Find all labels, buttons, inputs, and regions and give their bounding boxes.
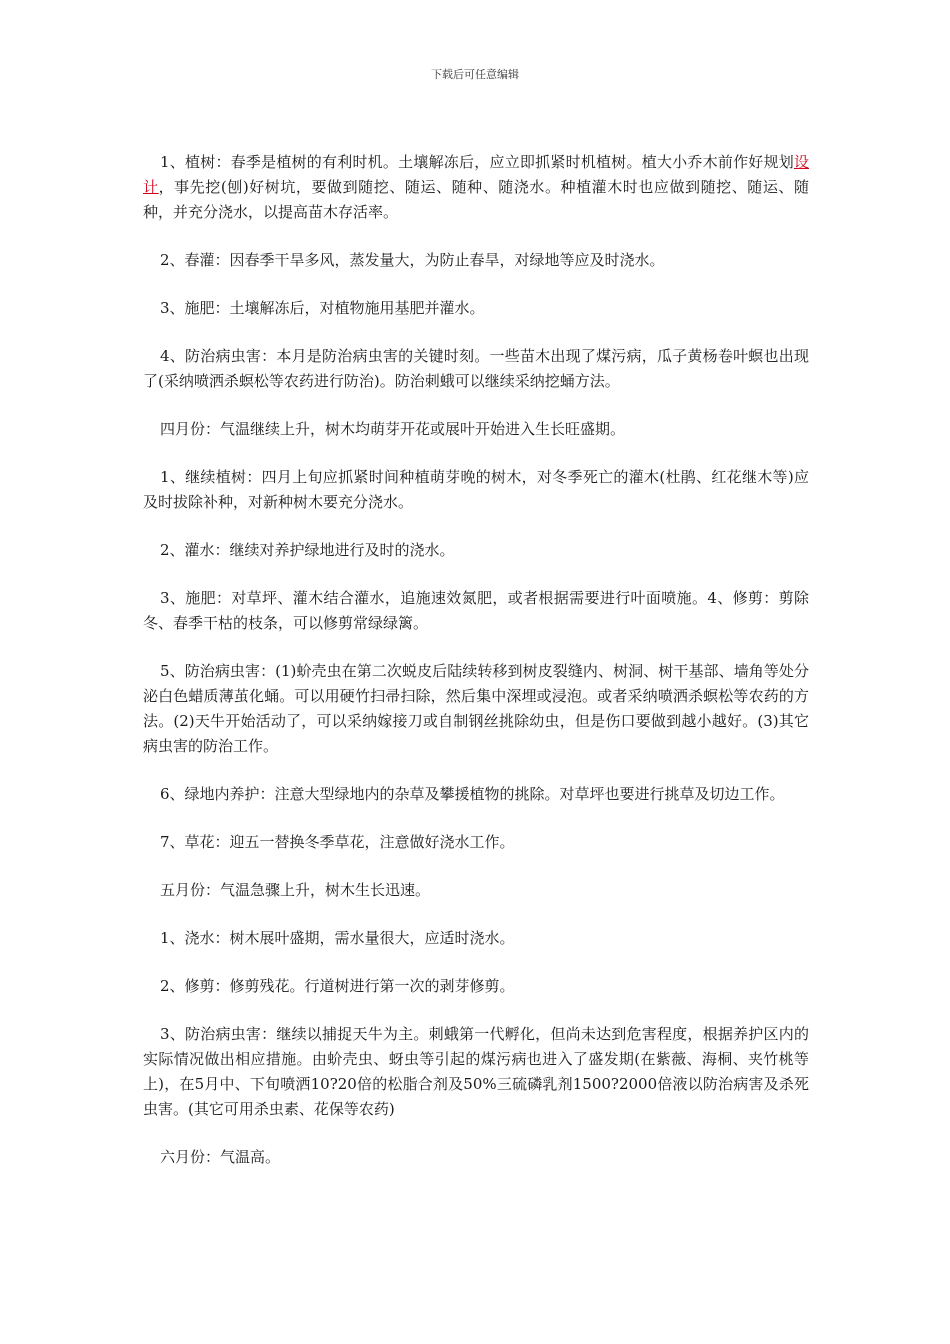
paragraph-spring-irrigation: 2、春灌：因春季干旱多风，蒸发量大，为防止春旱，对绿地等应及时浇水。 <box>160 251 665 269</box>
paragraph-april-planting: 1、继续植树：四月上旬应抓紧时间种植萌芽晚的树木，对冬季死亡的灌木(杜鹃、红花继木等)应及时拔除补种，对新种树木要充分浇水。 <box>143 468 809 511</box>
paragraph-may-pest-control: 3、防治病虫害：继续以捕捉天牛为主。刺蛾第一代孵化，但尚未达到危害程度，根据养护区内的实际情况做出相应措施。由蚧壳虫、蚜虫等引起的煤污病也进入了盛发期(在紫薇、海桐、夹竹桃等上)，在5月中、下旬喷洒10?20倍的松脂合剂及50%三硫磷乳剂1500?2000倍液以防治病害及杀死虫害。(其它可用杀虫素、花保等农药) <box>143 1025 809 1118</box>
paragraph-pest-control: 4、防治病虫害：本月是防治病虫害的关键时刻。一些苗木出现了煤污病，瓜子黄杨卷叶螟也出现了(采纳喷洒杀螟松等农药进行防治)。防治刺蛾可以继续采纳挖蛹方法。 <box>143 347 809 390</box>
paragraph-may-pruning: 2、修剪：修剪残花。行道树进行第一次的剥芽修剪。 <box>160 977 515 995</box>
paragraph-flowers: 7、草花：迎五一替换冬季草花，注意做好浇水工作。 <box>160 833 515 851</box>
paragraph-june-heading: 六月份：气温高。 <box>160 1148 281 1166</box>
paragraph-fertilizing: 3、施肥：土壤解冻后，对植物施用基肥并灌水。 <box>160 299 485 317</box>
paragraph-may-heading: 五月份：气温急骤上升，树木生长迅速。 <box>160 881 431 899</box>
document-body <box>143 150 809 1193</box>
paragraph-text: 1、植树：春季是植树的有利时机。土壤解冻后，应立即抓紧时机植树。植大小乔木前作好规划 <box>160 153 794 171</box>
paragraph-greenland-maintenance: 6、绿地内养护：注意大型绿地内的杂草及攀援植物的挑除。对草坪也要进行挑草及切边工作。 <box>160 785 785 803</box>
paragraph-april-fertilizing: 3、施肥：对草坪、灌木结合灌水，追施速效氮肥，或者根据需要进行叶面喷施。4、修剪：剪除冬、春季干枯的枝条，可以修剪常绿绿篱。 <box>143 589 809 632</box>
paragraph-april-pest-control: 5、防治病虫害：(1)蚧壳虫在第二次蜕皮后陆续转移到树皮裂缝内、树洞、树干基部、墙角等处分泌白色蜡质薄茧化蛹。可以用硬竹扫帚扫除，然后集中深埋或浸泡。或者采纳喷洒杀螟松等农药的方法。(2)天牛开始活动了，可以采纳嫁接刀或自制钢丝挑除幼虫，但是伤口要做到越小越好。(3)其它病虫害的防治工作。 <box>143 662 809 755</box>
paragraph-april-heading: 四月份：气温继续上升，树木均萌芽开花或展叶开始进入生长旺盛期。 <box>160 420 626 438</box>
page-header: 下载后可任意编辑 <box>431 68 519 81</box>
paragraph-april-watering: 2、灌水：继续对养护绿地进行及时的浇水。 <box>160 541 455 559</box>
paragraph-may-watering: 1、浇水：树木展叶盛期，需水量很大，应适时浇水。 <box>160 929 515 947</box>
design-link[interactable]: 设计 <box>143 153 809 196</box>
paragraph-text: ，事先挖(刨)好树坑，要做到随挖、随运、随种、随浇水。种植灌木时也应做到随挖、随运、随种，并充分浇水，以提高苗木存活率。 <box>143 178 809 221</box>
paragraph-planting <box>143 150 809 225</box>
